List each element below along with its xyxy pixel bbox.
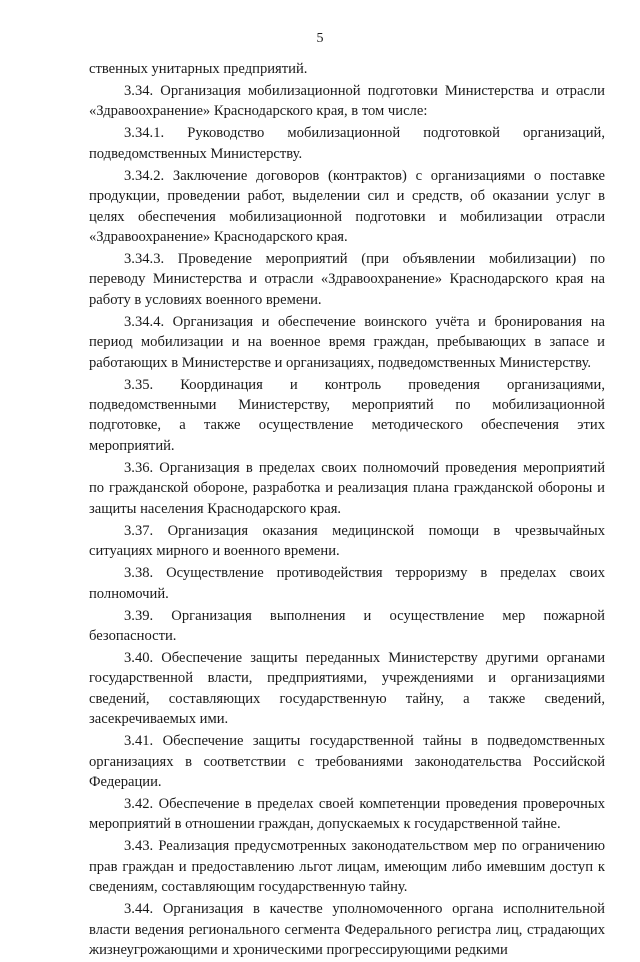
paragraph: 3.35. Координация и контроль проведения организациями, подведомственными Министерству, мероприятий по мобилизационной подготовке, а также осуществление методического обеспечения этих мероприятий. (89, 376, 605, 454)
paragraph: 3.36. Организация в пределах своих полномочий проведения мероприятий по гражданской обороне, разработка и реализация плана гражданской обороны и защиты населения Краснодарского края. (89, 459, 605, 517)
paragraph: 3.34.3. Проведение мероприятий (при объявлении мобилизации) по переводу Министерства и отрасли «Здравоохранение» Краснодарского края на работу в условиях военного времени. (89, 251, 605, 308)
paragraph: 3.42. Обеспечение в пределах своей компетенции проведения проверочных мероприятий в отношении граждан, допускаемых к государственной тайне. (89, 795, 605, 833)
paragraph: 3.34.1. Руководство мобилизационной подготовкой организаций, подведомственных Министерству. (89, 125, 605, 162)
paragraph: 3.34. Организация мобилизационной подготовки Министерства и отрасли «Здравоохранение» Краснодарского края, в том числе: (89, 83, 605, 120)
paragraph: 3.38. Осуществление противодействия терроризму в пределах своих полномочий. (89, 565, 605, 602)
paragraph: 3.34.4. Организация и обеспечение воинского учёта и бронирования на период мобилизации и на военное время граждан, пребывающих в запасе и работающих в Министерстве и организациях, подведомственных Министерству. (89, 313, 605, 371)
paragraph: 3.41. Обеспечение защиты государственной тайны в подведомственных организациях в соответствии с требованиями законодательства Российской Федерации. (89, 733, 605, 790)
paragraph: ственных унитарных предприятий. (89, 61, 308, 77)
paragraph: 3.34.2. Заключение договоров (контрактов) с организациями о поставке продукции, проведении работ, выделении сил и средств, об оказании услуг в целях обеспечения мобилизационной подготовки и мобилизации отрасли «Здравоохранение» Краснодарского края. (89, 167, 605, 246)
paragraph: 3.43. Реализация предусмотренных законодательством мер по ограничению прав граждан и предоставлению льгот лицам, имеющим либо имевшим доступ к сведениям, составляющим государственную тайну. (89, 838, 605, 896)
paragraph: 3.37. Организация оказания медицинской помощи в чрезвычайных ситуациях мирного и военного времени. (89, 522, 605, 560)
page-number: 5 (316, 31, 324, 46)
paragraph: 3.44. Организация в качестве уполномоченного органа исполнительной власти ведения регионального сегмента Федерального регистра лиц, страдающих жизнеугрожающими и хроническими прогрессирующими редкими (89, 901, 605, 958)
paragraph: 3.39. Организация выполнения и осуществление мер пожарной безопасности. (89, 607, 605, 644)
document-body (89, 59, 605, 962)
paragraph: 3.40. Обеспечение защиты переданных Министерству другими органами государственной власти, предприятиями, учреждениями и организациями сведений, составляющих государственную тайну, а также сведений, засекречиваемых ими. (89, 649, 605, 728)
